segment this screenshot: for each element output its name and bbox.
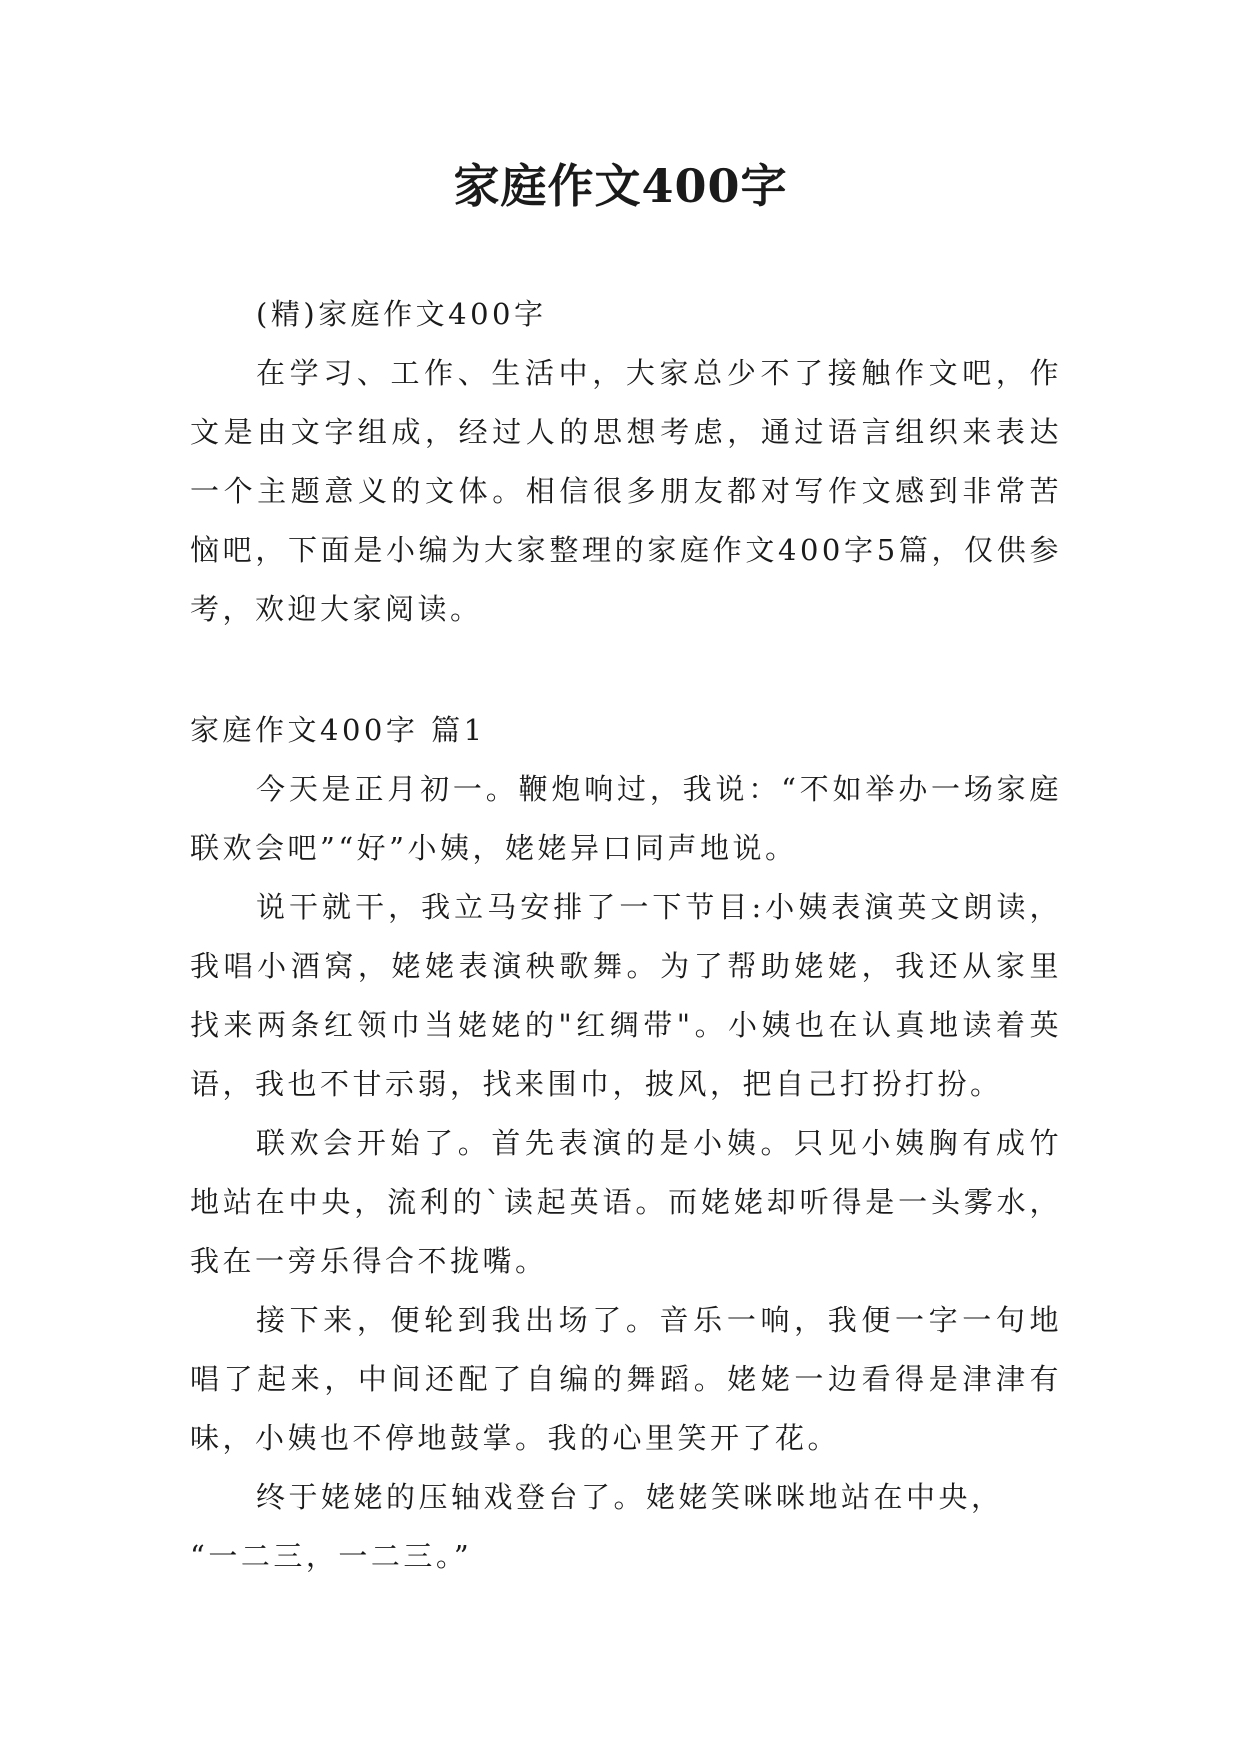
essay-paragraph: 说干就干，我立马安排了一下节目:小姨表演英文朗读，我唱小酒窝，姥姥表演秧歌舞。为了帮助姥姥，我还从家里找来两条红领巾当姥姥的"红绸带"。小姨也在认真地读着英语，我也不甘示弱，找来围巾，披风，把自己打扮打扮。 (190, 890, 1062, 1101)
essay-paragraph: 接下来，便轮到我出场了。音乐一响，我便一字一句地唱了起来，中间还配了自编的舞蹈。姥姥一边看得是津津有味，小姨也不停地鼓掌。我的心里笑开了花。 (190, 1303, 1062, 1455)
essay-paragraph: 今天是正月初一。鞭炮响过，我说：“不如举办一场家庭联欢会吧”“好”小姨，姥姥异口同声地说。 (190, 772, 1062, 865)
document-body (190, 285, 1062, 1586)
document-subtitle: (精)家庭作文400字 (256, 297, 547, 331)
essay-paragraph: 联欢会开始了。首先表演的是小姨。只见小姨胸有成竹地站在中央，流利的`读起英语。而姥姥却听得是一头雾水，我在一旁乐得合不拢嘴。 (190, 1126, 1062, 1278)
section-heading: 家庭作文400字 篇1 (190, 713, 486, 747)
page-title: 家庭作文400字 (453, 159, 788, 213)
essay-paragraph: 终于姥姥的压轴戏登台了。姥姥笑咪咪地站在中央， (256, 1480, 1004, 1514)
essay-quote-line: “一二三，一二三。” (190, 1539, 473, 1573)
section-gap (190, 639, 1062, 701)
intro-paragraph: 在学习、工作、生活中，大家总少不了接触作文吧，作文是由文字组成，经过人的思想考虑，通过语言组织来表达一个主题意义的文体。相信很多朋友都对写作文感到非常苦恼吧，下面是小编为大家整理的家庭作文400字5篇，仅供参考，欢迎大家阅读。 (190, 356, 1062, 626)
